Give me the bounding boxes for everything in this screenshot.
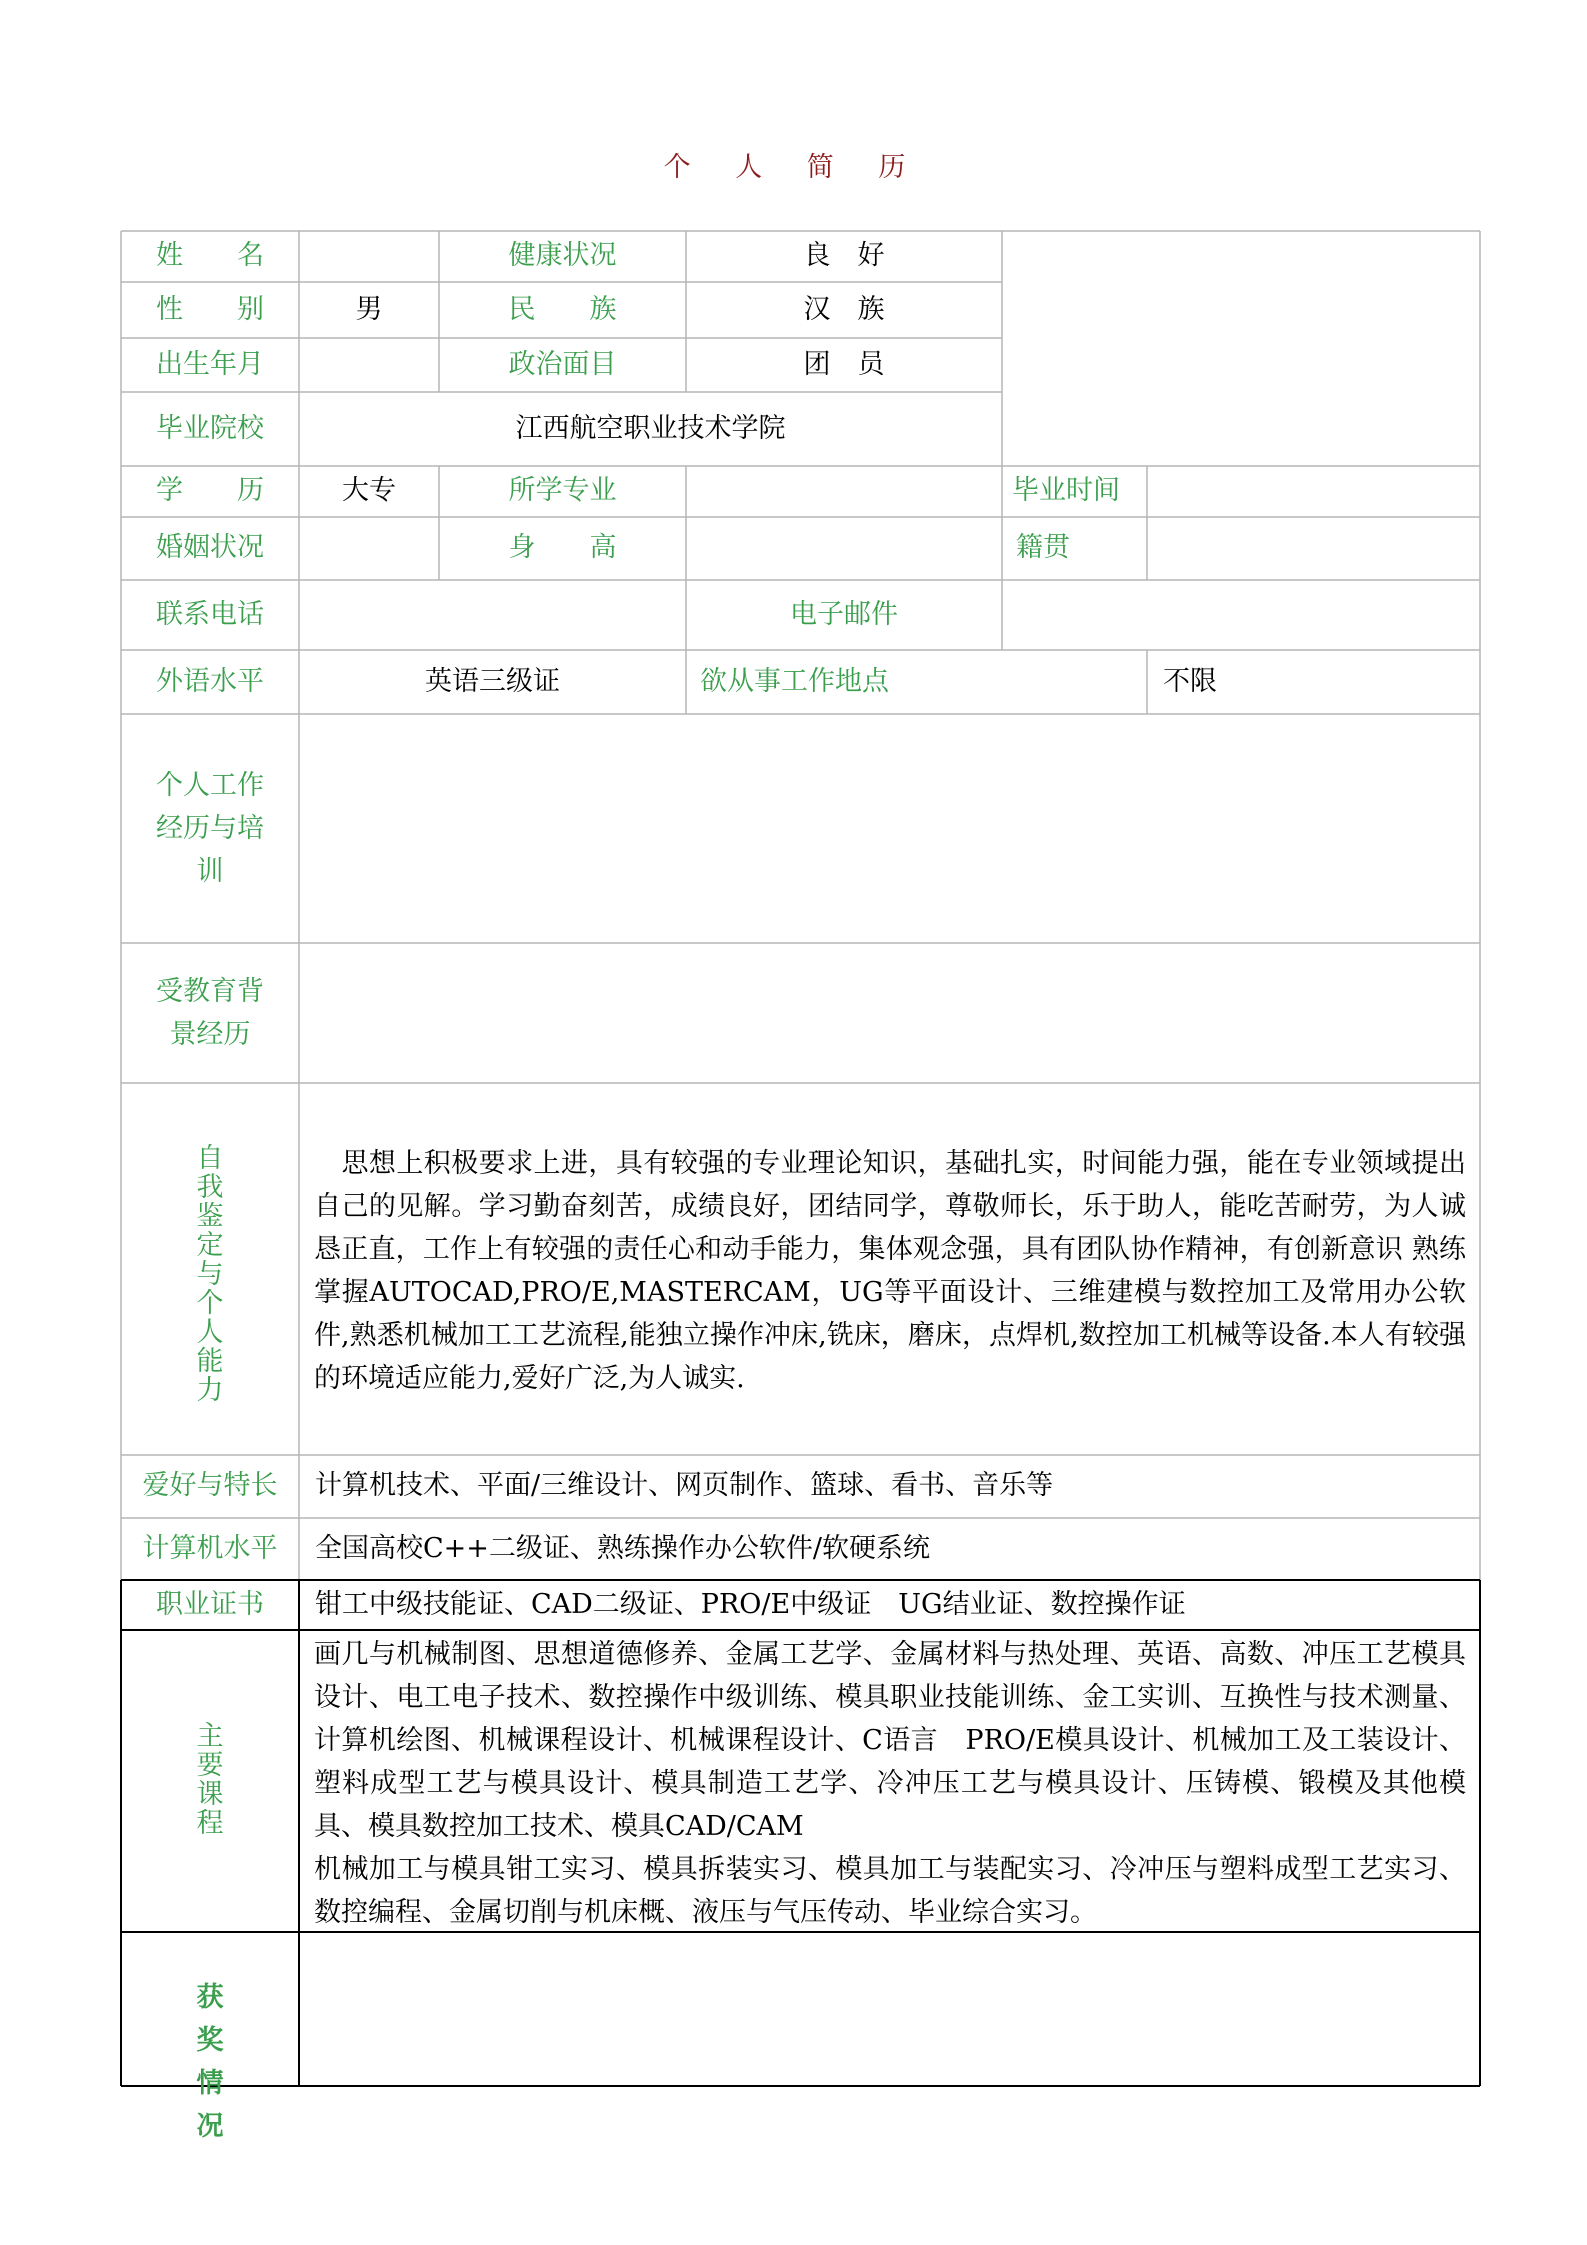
label-awards: 获 奖 情 况 (196, 1982, 234, 2142)
value-marital (299, 517, 439, 580)
value-major (686, 466, 1002, 517)
label-health: 健康状况 (508, 240, 617, 272)
photo-area (1002, 231, 1480, 466)
label-computer: 计算机水平 (142, 1532, 278, 1564)
value-work-history (299, 714, 1480, 943)
document-title: 个 人 简 历 (663, 152, 924, 183)
label-grad-time: 毕业时间 (1012, 475, 1120, 507)
label-courses: 主要课程 (196, 1721, 224, 1839)
label-politics: 政治面目 (508, 348, 617, 380)
label-language: 外语水平 (156, 665, 264, 697)
value-email (1002, 580, 1480, 650)
value-origin (1147, 517, 1480, 580)
value-certificates: 钳工中级技能证、CAD二级证、PRO/E中级证 UG结业证、数控操作证 (315, 1588, 1186, 1620)
value-ethnicity: 汉 族 (803, 293, 885, 325)
label-certificates: 职业证书 (156, 1588, 264, 1620)
label-name: 姓 名 (156, 240, 264, 272)
value-gender: 男 (355, 293, 383, 325)
value-courses-2: 机械加工与模具钳工实习、模具拆装实习、模具加工与装配实习、冷冲压与塑料成型工艺实习、数控编程、金属切削与机床概、液压与气压传动、毕业综合实习。 (314, 1854, 1466, 1928)
label-phone: 联系电话 (156, 598, 264, 630)
label-education: 学 历 (156, 475, 264, 507)
label-self-eval: 自我鉴定与个人能力 (196, 1143, 224, 1406)
value-health: 良 好 (803, 240, 885, 272)
value-self-eval: 思想上积极要求上进，具有较强的专业理论知识，基础扎实，时间能力强，能在专业领域提出自己的见解。学习勤奋刻苦，成绩良好，团结同学，尊敬师长，乐于助人，能吃苦耐劳，为人诚恳正直，工作上有较强的责任心和动手能力，集体观念强，具有团队协作精神，有创新意识 熟练掌握AUTOCAD,PRO/E,MASTERCAM，UG等平面设计、三维建模与数控加工及常用办公软件,熟悉机械加工工艺流程,能独立操作冲床,铣床，磨床，点焊机,数控加工机械等设备.本人有较强的环境适应能力,爱好广泛,为人诚实. (314, 1148, 1466, 1394)
value-computer: 全国高校C++二级证、熟练操作办公软件/软硬系统 (315, 1532, 931, 1564)
label-ethnicity: 民 族 (508, 293, 617, 325)
value-education-bg (299, 943, 1480, 1083)
value-courses-1: 画几与机械制图、思想道德修养、金属工艺学、金属材料与热处理、英语、高数、冲压工艺模具设计、电工电子技术、数控操作中级训练、模具职业技能训练、金工实训、互换性与技术测量、计算机绘图、机械课程设计、机械课程设计、C语言 PRO/E模具设计、机械加工及工装设计、塑料成型工艺与模具设计、模具制造工艺学、冷冲压工艺与模具设计、压铸模、锻模及其他模具、模具数控加工技术、模具CAD/CAM (314, 1639, 1466, 1842)
value-school: 江西航空职业技术学院 (515, 412, 786, 444)
label-gender: 性 别 (156, 293, 264, 325)
value-awards (299, 1932, 1480, 2086)
value-education: 大专 (342, 475, 396, 507)
label-school: 毕业院校 (156, 412, 264, 444)
label-birth: 出生年月 (156, 348, 264, 380)
value-hobbies: 计算机技术、平面/三维设计、网页制作、篮球、看书、音乐等 (315, 1470, 1054, 1502)
label-major: 所学专业 (508, 475, 617, 507)
label-height: 身 高 (508, 532, 617, 564)
value-politics: 团 员 (803, 348, 885, 380)
label-hobbies: 爱好与特长 (142, 1470, 278, 1502)
label-work-history: 个人工作经历与培训 (156, 770, 264, 887)
value-grad-time (1147, 466, 1480, 517)
label-origin: 籍贯 (1016, 532, 1070, 564)
label-email: 电子邮件 (790, 598, 898, 630)
value-name (299, 231, 439, 282)
label-marital: 婚姻状况 (156, 532, 264, 564)
label-work-place: 欲从事工作地点 (700, 665, 889, 697)
value-height (686, 517, 1002, 580)
value-birth (299, 338, 439, 392)
value-language: 英语三级证 (425, 665, 560, 697)
value-phone (299, 580, 686, 650)
value-work-place: 不限 (1163, 665, 1217, 697)
label-education-bg: 受教育背景经历 (156, 976, 264, 1050)
